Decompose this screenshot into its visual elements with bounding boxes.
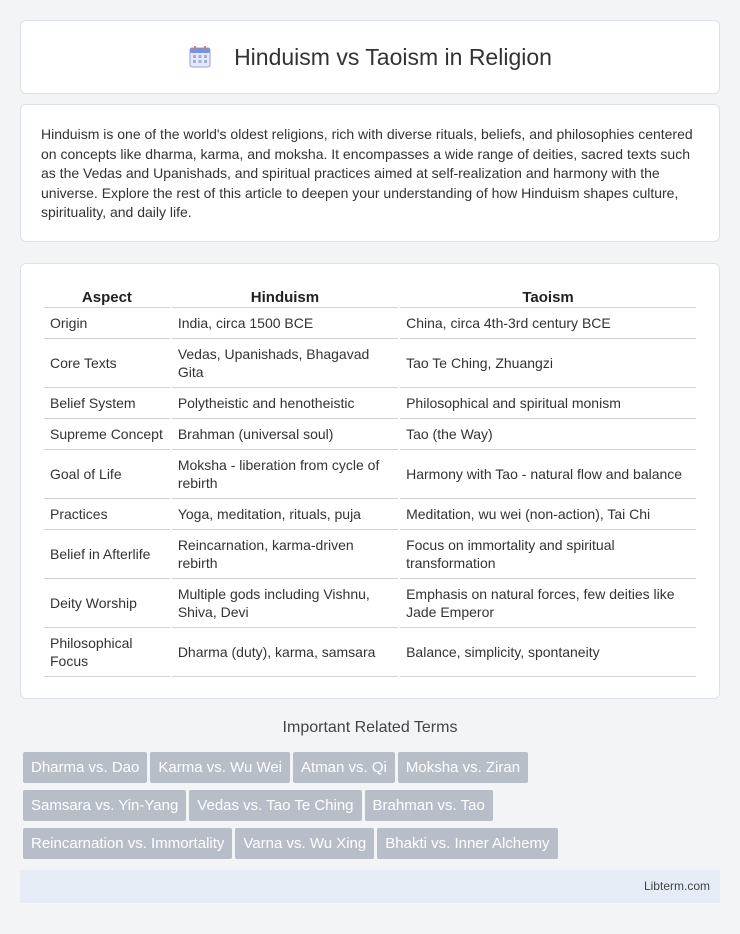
- term-tag[interactable]: Atman vs. Qi: [293, 752, 395, 783]
- table-cell: Supreme Concept: [44, 419, 170, 450]
- table-header-row: [44, 284, 696, 308]
- table-cell: Belief System: [44, 388, 170, 419]
- term-tag[interactable]: Vedas vs. Tao Te Ching: [189, 790, 361, 821]
- table-row: [44, 450, 696, 499]
- table-cell: Emphasis on natural forces, few deities like Jade Emperor: [400, 579, 696, 628]
- footer-site-link[interactable]: Libterm.com: [643, 879, 710, 893]
- table-cell: Dharma (duty), karma, samsara: [172, 628, 398, 677]
- table-row: [44, 530, 696, 579]
- term-tag[interactable]: Reincarnation vs. Immortality: [23, 828, 232, 859]
- table-cell: Yoga, meditation, rituals, puja: [172, 499, 398, 530]
- table-cell: Tao Te Ching, Zhuangzi: [400, 339, 696, 388]
- intro-card: [20, 104, 720, 242]
- table-row: [44, 419, 696, 450]
- related-terms-heading: Important Related Terms: [282, 719, 458, 736]
- header-taoism: Taoism: [400, 284, 696, 308]
- table-cell: Deity Worship: [44, 579, 170, 628]
- table-cell: Philosophical Focus: [44, 628, 170, 677]
- table-row: [44, 499, 696, 530]
- table-cell: Reincarnation, karma-driven rebirth: [172, 530, 398, 579]
- header-aspect: Aspect: [44, 284, 170, 308]
- title-card: [20, 20, 720, 94]
- table-row: [44, 579, 696, 628]
- term-tag[interactable]: Samsara vs. Yin-Yang: [23, 790, 186, 821]
- table-row: [44, 308, 696, 339]
- page-title: Hinduism vs Taoism in Religion: [234, 43, 552, 70]
- table-cell: Philosophical and spiritual monism: [400, 388, 696, 419]
- table-cell: Focus on immortality and spiritual transformation: [400, 530, 696, 579]
- comparison-table: [42, 284, 698, 677]
- table-row: [44, 388, 696, 419]
- table-cell: Multiple gods including Vishnu, Shiva, Devi: [172, 579, 398, 628]
- term-tag[interactable]: Varna vs. Wu Xing: [235, 828, 374, 859]
- term-tag[interactable]: Dharma vs. Dao: [23, 752, 147, 783]
- term-tag[interactable]: Karma vs. Wu Wei: [150, 752, 290, 783]
- term-tag[interactable]: Bhakti vs. Inner Alchemy: [377, 828, 557, 859]
- header-hinduism: Hinduism: [172, 284, 398, 308]
- table-cell: Practices: [44, 499, 170, 530]
- table-row: [44, 628, 696, 677]
- table-cell: Vedas, Upanishads, Bhagavad Gita: [172, 339, 398, 388]
- table-cell: Core Texts: [44, 339, 170, 388]
- table-cell: Brahman (universal soul): [172, 419, 398, 450]
- term-tag[interactable]: Brahman vs. Tao: [365, 790, 493, 821]
- table-cell: Meditation, wu wei (non-action), Tai Chi: [400, 499, 696, 530]
- table-cell: Moksha - liberation from cycle of rebirth: [172, 450, 398, 499]
- table-row: [44, 339, 696, 388]
- related-terms-list: [23, 752, 723, 866]
- intro-text: Hinduism is one of the world's oldest religions, rich with diverse rituals, beliefs, and philosophies centered on concepts like dharma, karma, and moksha. It encompasses a wide range of deities, sacred texts such as the Vedas and Upanishads, and spiritual practices aimed at self-realization and harmony with the universe. Explore the rest of this article to deepen your understanding of how Hinduism shapes culture, spirituality, and daily life.: [41, 126, 693, 220]
- table-cell: Tao (the Way): [400, 419, 696, 450]
- comparison-card: [20, 263, 720, 699]
- table-cell: Origin: [44, 308, 170, 339]
- term-tag[interactable]: Moksha vs. Ziran: [398, 752, 528, 783]
- table-cell: China, circa 4th-3rd century BCE: [400, 308, 696, 339]
- table-cell: Harmony with Tao - natural flow and balance: [400, 450, 696, 499]
- table-cell: Balance, simplicity, spontaneity: [400, 628, 696, 677]
- calendar-icon: [188, 45, 212, 69]
- table-cell: Polytheistic and henotheistic: [172, 388, 398, 419]
- table-cell: Belief in Afterlife: [44, 530, 170, 579]
- table-cell: Goal of Life: [44, 450, 170, 499]
- footer: [20, 870, 720, 903]
- table-cell: India, circa 1500 BCE: [172, 308, 398, 339]
